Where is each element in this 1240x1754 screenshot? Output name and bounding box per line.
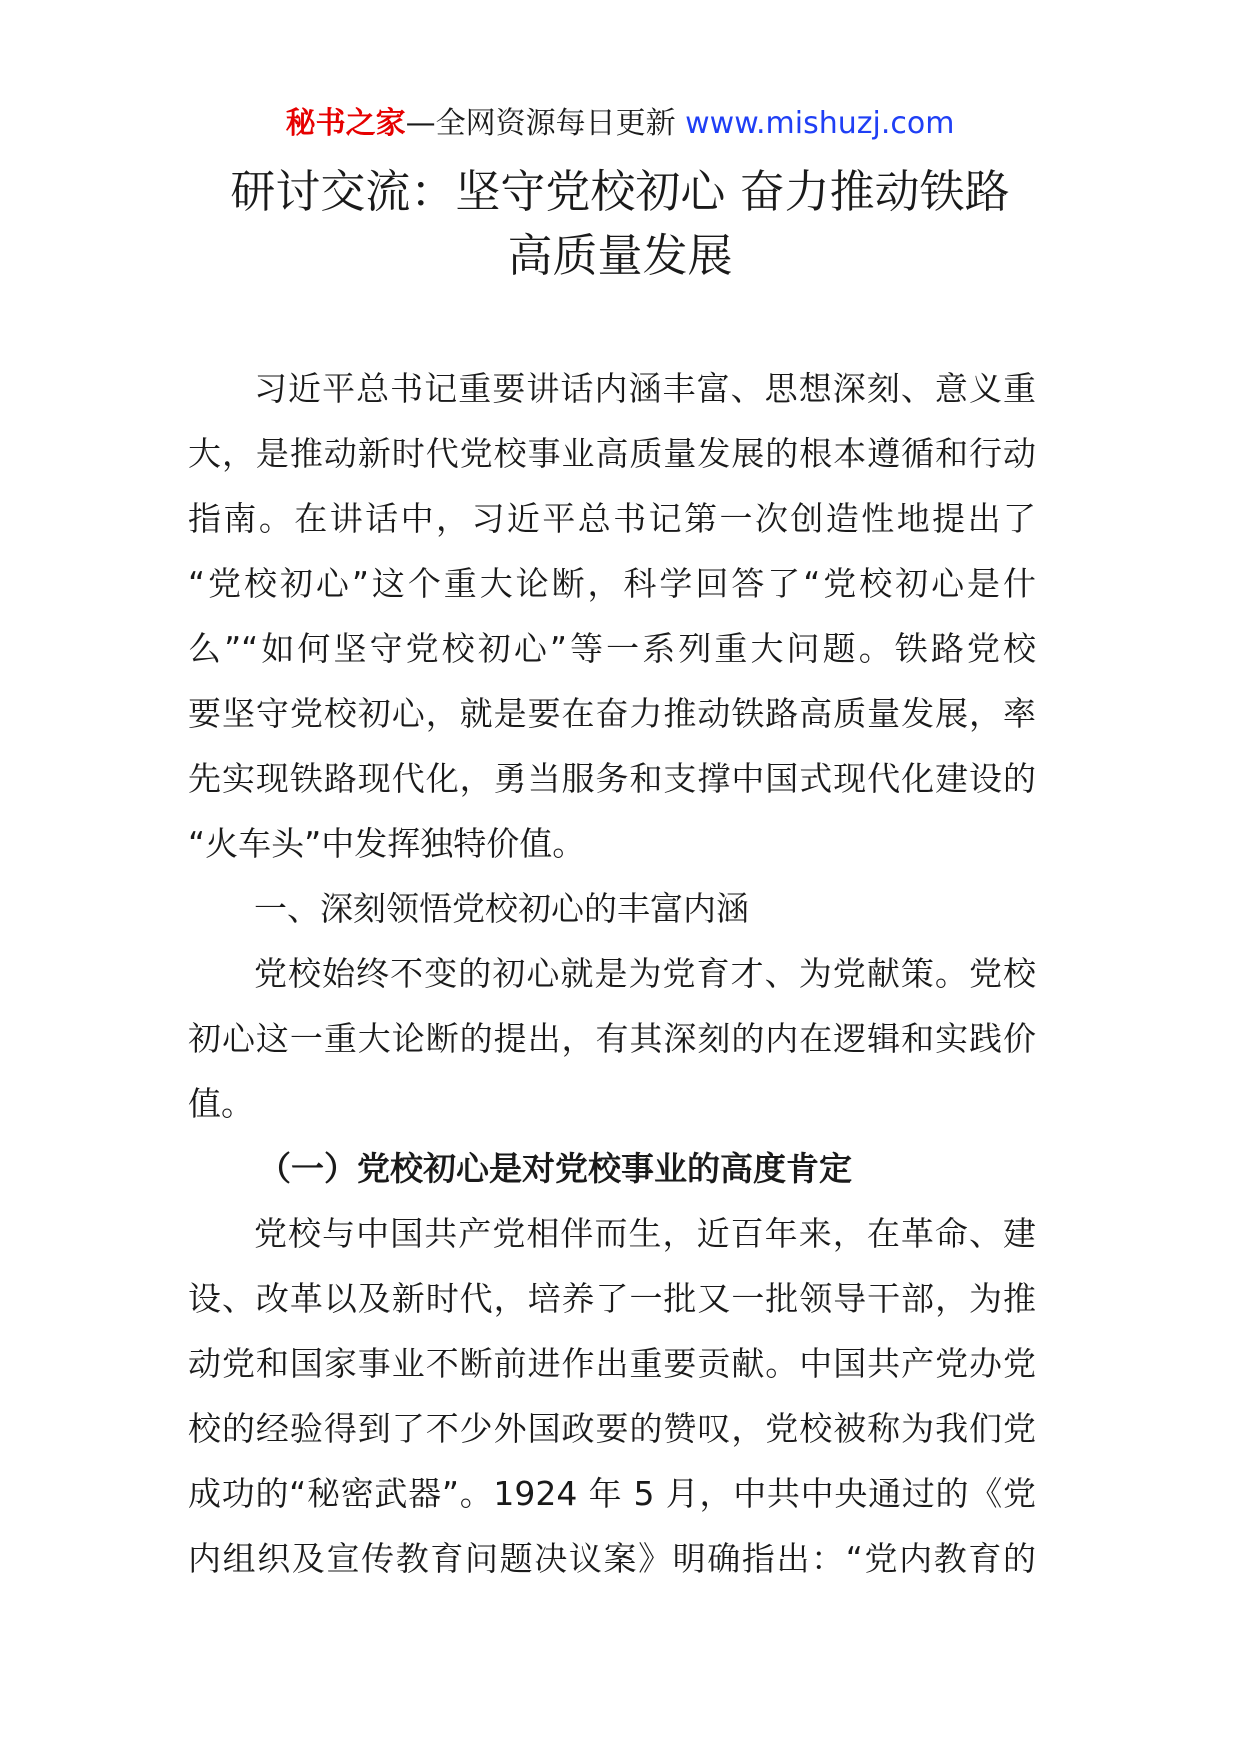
title-line-2: 高质量发展 — [507, 229, 733, 282]
paragraph-line: 设、改革以及新时代，培养了一批又一批领导干部，为推 — [188, 1279, 1036, 1318]
document-body — [188, 356, 1036, 1591]
paragraph-line: “党校初心”这个重大论断，科学回答了“党校初心是什 — [188, 564, 1036, 603]
paragraph-line: 党校始终不变的初心就是为党育才、为党献策。党校 — [254, 954, 1036, 993]
paragraph-line: 校的经验得到了不少外国政要的赞叹，党校被称为我们党 — [188, 1409, 1036, 1448]
paragraph-line: 动党和国家事业不断前进作出重要贡献。中国共产党办党 — [188, 1344, 1036, 1383]
paragraph-line: 先实现铁路现代化，勇当服务和支撑中国式现代化建设的 — [188, 759, 1036, 798]
paragraph-line: 初心这一重大论断的提出，有其深刻的内在逻辑和实践价 — [188, 1019, 1036, 1058]
section-heading: 一、深刻领悟党校初心的丰富内涵 — [254, 889, 749, 928]
site-url-link[interactable]: www.mishuzj.com — [685, 106, 955, 141]
title-line-1: 研讨交流：坚守党校初心 奋力推动铁路 — [230, 165, 1010, 218]
paragraph-line: “火车头”中发挥独特价值。 — [188, 824, 586, 863]
paragraph-line: 指南。在讲话中，习近平总书记第一次创造性地提出了 — [188, 499, 1036, 538]
paragraph-line: 要坚守党校初心，就是要在奋力推动铁路高质量发展，率 — [188, 694, 1036, 733]
subsection-heading: （一）党校初心是对党校事业的高度肯定 — [258, 1149, 852, 1188]
paragraph-line: 么”“如何坚守党校初心”等一系列重大问题。铁路党校 — [188, 629, 1036, 668]
paragraph-line: 大，是推动新时代党校事业高质量发展的根本遵循和行动 — [188, 434, 1036, 473]
document-title — [170, 160, 1070, 288]
paragraph-line: 党校与中国共产党相伴而生，近百年来，在革命、建 — [254, 1214, 1036, 1253]
paragraph-line: 成功的“秘密武器”。1924 年 5 月，中共中央通过的《党 — [188, 1474, 1036, 1513]
paragraph-line: 内组织及宣传教育问题决议案》明确指出：“党内教育的 — [188, 1539, 1036, 1578]
site-slogan: —全网资源每日更新 — [405, 106, 686, 141]
paragraph-line: 值。 — [188, 1084, 254, 1123]
site-header — [0, 104, 1240, 144]
site-name: 秘书之家 — [285, 106, 406, 141]
paragraph-line: 习近平总书记重要讲话内涵丰富、思想深刻、意义重 — [254, 369, 1036, 408]
